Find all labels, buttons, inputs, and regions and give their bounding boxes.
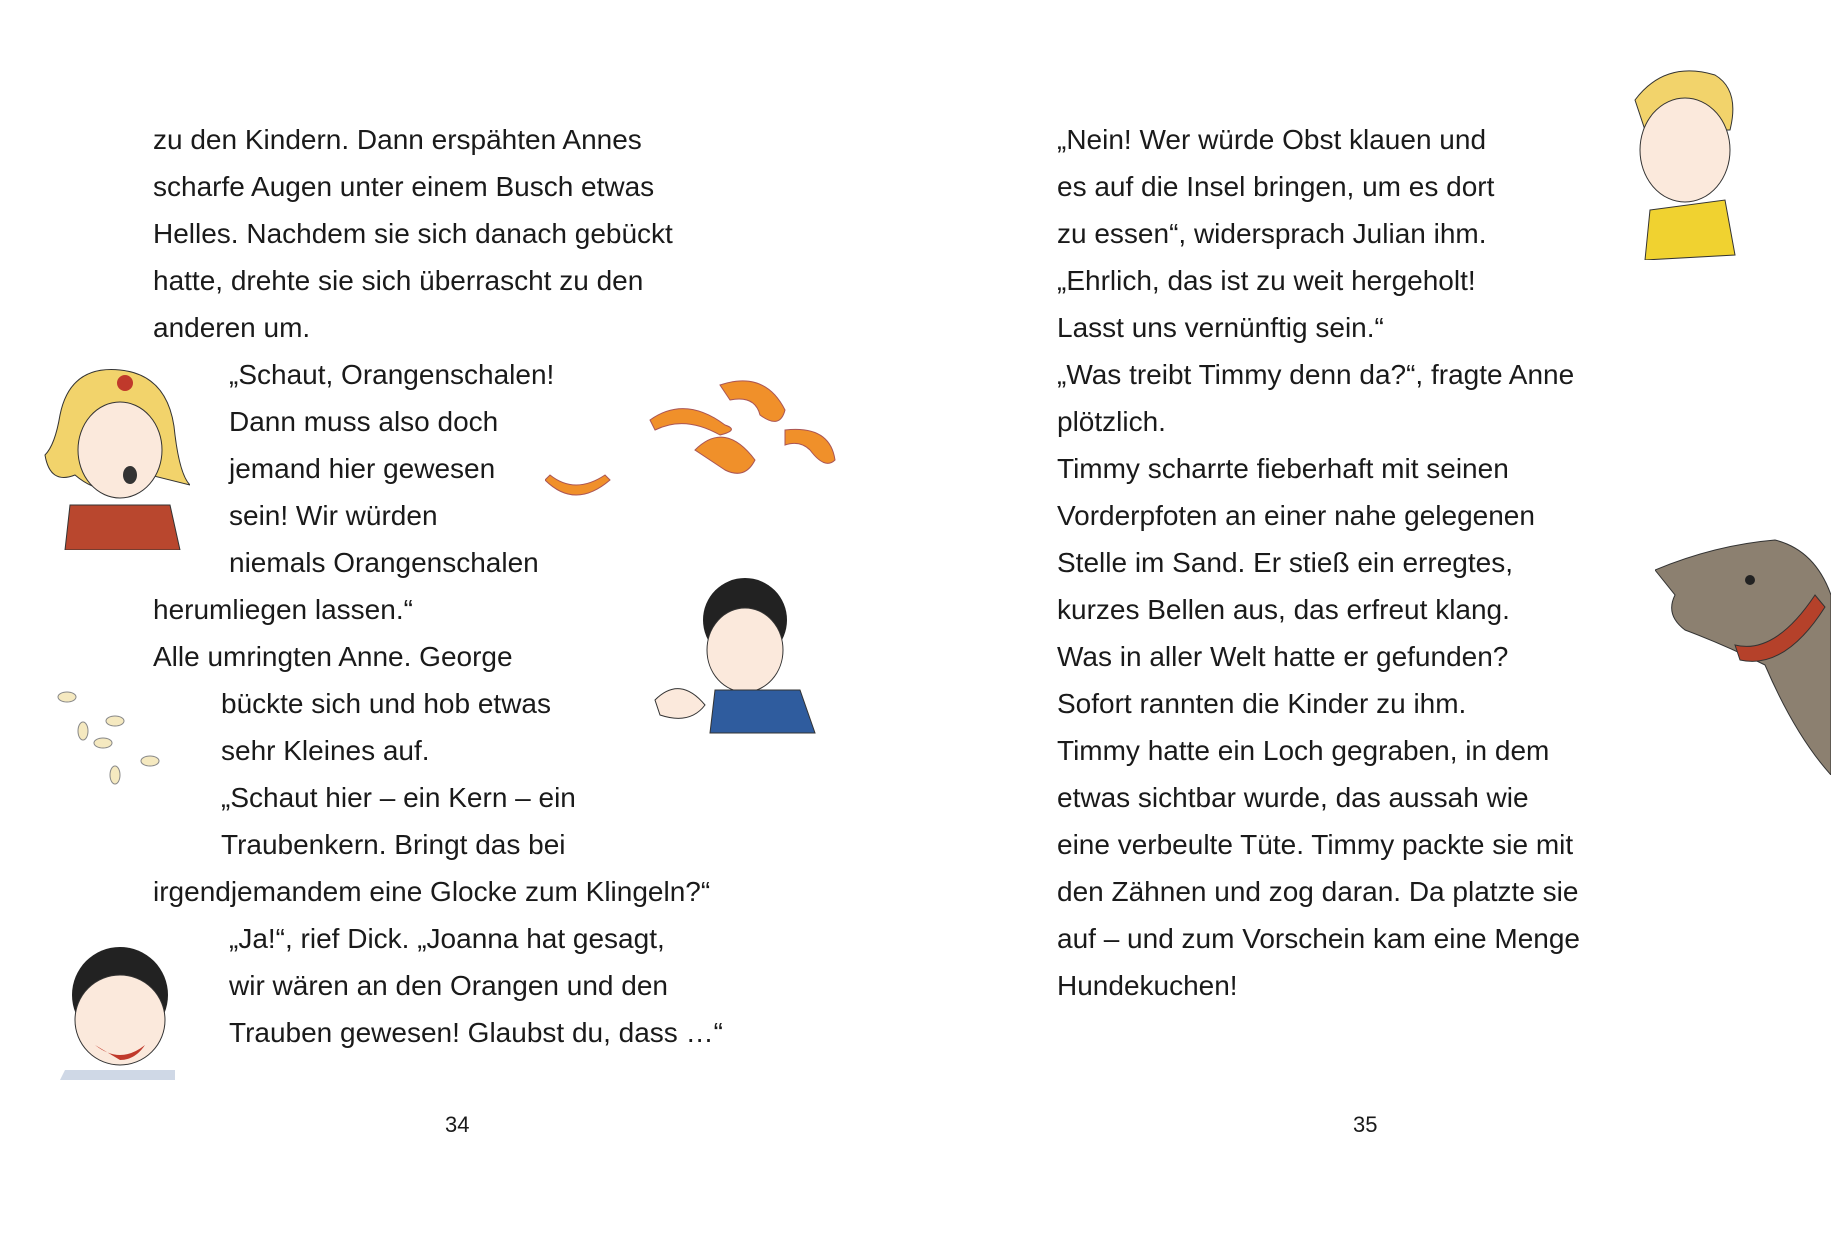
text-line: anderen um. xyxy=(153,312,311,343)
text-line: auf – und zum Vorschein kam eine Menge xyxy=(1057,923,1580,954)
text-line: Timmy scharrte fieberhaft mit seinen xyxy=(1057,453,1509,484)
text-line: den Zähnen und zog daran. Da platzte sie xyxy=(1057,876,1579,907)
text-line: „Nein! Wer würde Obst klauen und xyxy=(1057,124,1487,155)
text-line: Stelle im Sand. Er stieß ein erregtes, xyxy=(1057,547,1513,578)
text-line: „Schaut hier – ein Kern – ein xyxy=(221,782,576,813)
anne-illustration xyxy=(40,355,190,550)
text-line: „Schaut, Orangenschalen! xyxy=(229,359,555,390)
text-line: scharfe Augen unter einem Busch etwas xyxy=(153,171,655,202)
text-line: irgendjemandem eine Glocke zum Klingeln?“ xyxy=(153,876,711,907)
text-line: kurzes Bellen aus, das erfreut klang. xyxy=(1057,594,1510,625)
text-line: eine verbeulte Tüte. Timmy packte sie mit xyxy=(1057,829,1574,860)
text-line: zu den Kindern. Dann erspähten Annes xyxy=(153,124,642,155)
page-number-left: 34 xyxy=(445,1112,470,1137)
text-line: Timmy hatte ein Loch gegraben, in dem xyxy=(1057,735,1550,766)
orange-peels-illustration xyxy=(545,370,840,515)
text-line: jemand hier gewesen xyxy=(229,453,496,484)
text-line: „Ehrlich, das ist zu weit hergeholt! xyxy=(1057,265,1476,296)
text-line: „Ja!“, rief Dick. „Joanna hat gesagt, xyxy=(229,923,665,954)
page-number-right: 35 xyxy=(1353,1112,1378,1137)
text-line: Dann muss also doch xyxy=(229,406,499,437)
text-line: Helles. Nachdem sie sich danach gebückt xyxy=(153,218,673,249)
text-line: etwas sichtbar wurde, das aussah wie xyxy=(1057,782,1529,813)
text-line: es auf die Insel bringen, um es dort xyxy=(1057,171,1495,202)
grape-seeds-illustration xyxy=(55,685,165,785)
text-line: „Was treibt Timmy denn da?“, fragte Anne xyxy=(1057,359,1575,390)
text-line: Hundekuchen! xyxy=(1057,970,1238,1001)
timmy-dog-illustration xyxy=(1655,535,1831,775)
text-line: herumliegen lassen.“ xyxy=(153,594,413,625)
george-illustration xyxy=(650,575,820,735)
text-line: Vorderpfoten an einer nahe gelegenen xyxy=(1057,500,1535,531)
text-line: sein! Wir würden xyxy=(229,500,438,531)
text-line: wir wären an den Orangen und den xyxy=(229,970,668,1001)
text-line: sehr Kleines auf. xyxy=(221,735,430,766)
text-line: plötzlich. xyxy=(1057,406,1166,437)
text-line: Trauben gewesen! Glaubst du, dass …“ xyxy=(229,1017,723,1048)
text-line: bückte sich und hob etwas xyxy=(221,688,551,719)
julian-illustration xyxy=(1625,60,1740,260)
text-line: Sofort rannten die Kinder zu ihm. xyxy=(1057,688,1467,719)
text-line: Alle umringten Anne. George xyxy=(153,641,513,672)
text-line: Lasst uns vernünftig sein.“ xyxy=(1057,312,1384,343)
text-line: Traubenkern. Bringt das bei xyxy=(221,829,566,860)
text-line: niemals Orangenschalen xyxy=(229,547,539,578)
text-line: Was in aller Welt hatte er gefunden? xyxy=(1057,641,1509,672)
dick-illustration xyxy=(55,945,185,1080)
text-line: hatte, drehte sie sich überrascht zu den xyxy=(153,265,644,296)
text-line: zu essen“, widersprach Julian ihm. xyxy=(1057,218,1487,249)
